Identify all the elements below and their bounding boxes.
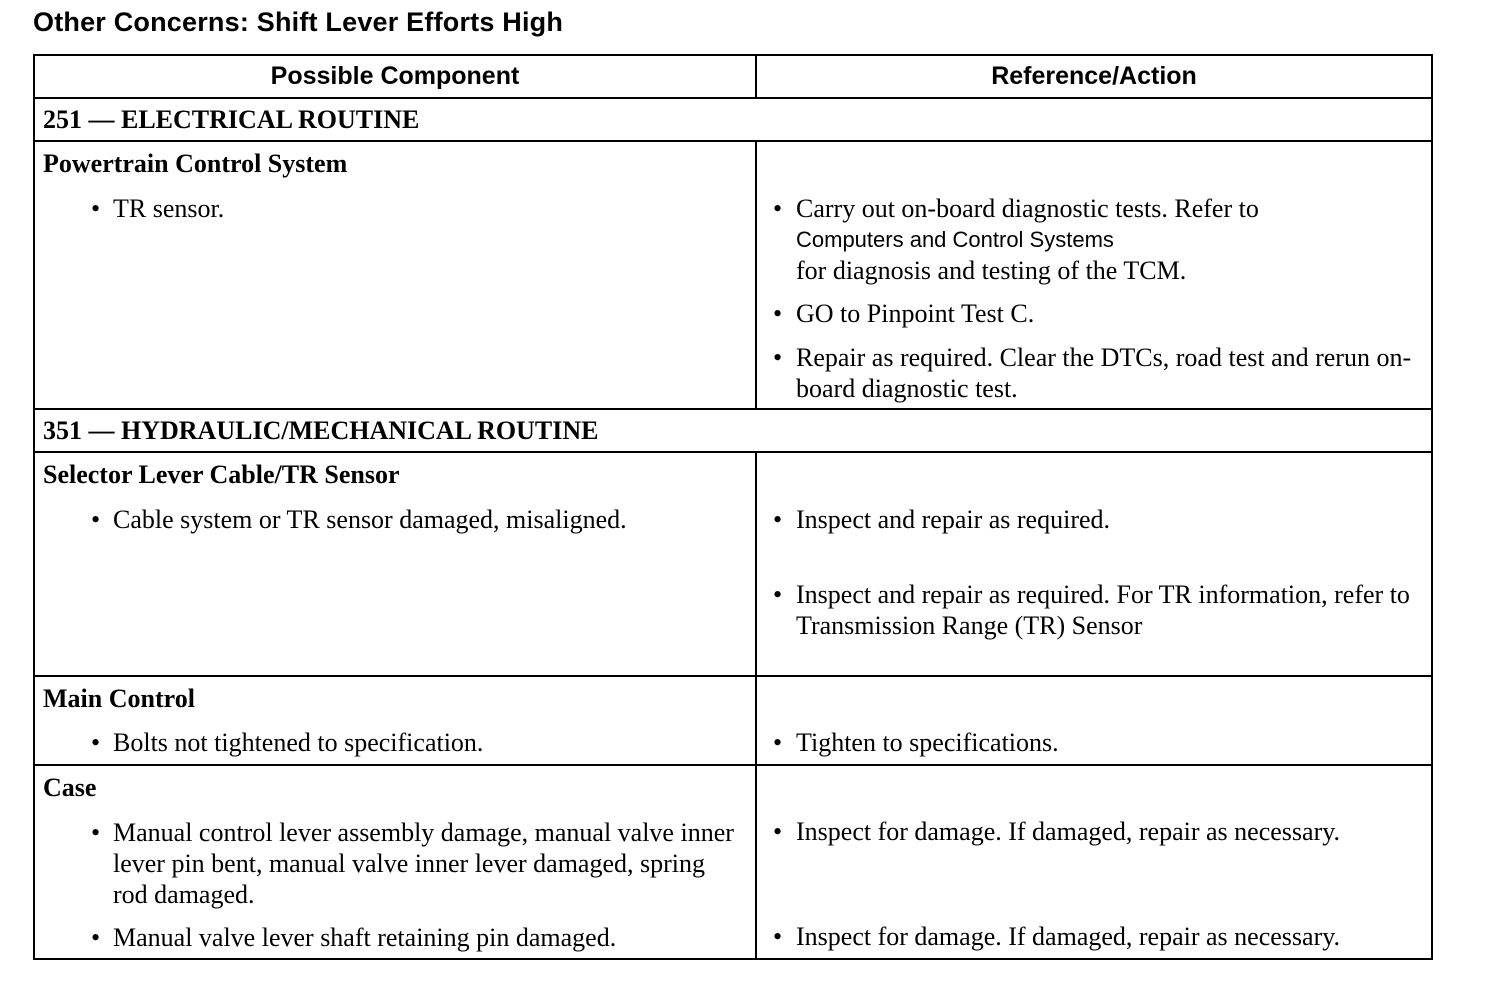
action-text: Inspect for damage. If damaged, repair as necessary. (796, 922, 1341, 951)
page-title: Other Concerns: Shift Lever Efforts High (33, 7, 564, 37)
component-item: • Bolts not tightened to specification. (91, 728, 484, 757)
bullet-icon: • (773, 922, 783, 951)
bullet-icon: • (773, 817, 783, 846)
action-cell (756, 676, 1432, 765)
action-text: for diagnosis and testing of the TCM. (796, 256, 1187, 285)
action-text: Inspect for damage. If damaged, repair as necessary. (796, 817, 1341, 846)
section-heading: 251 — ELECTRICAL ROUTINE (34, 98, 1432, 141)
bullet-icon: • (773, 299, 783, 328)
bullet-icon: • (91, 728, 101, 757)
action-item (773, 193, 1417, 286)
column-header-action: Reference/Action (756, 55, 1432, 98)
action-text: Inspect and repair as required. For TR information, refer to Transmission Range (TR) Sensor (796, 580, 1410, 640)
component-name: Powertrain Control System (43, 149, 348, 178)
table-header-row (34, 55, 1432, 98)
component-cell (34, 765, 756, 959)
action-text: Carry out on-board diagnostic tests. Refer to (796, 194, 1259, 223)
component-item: • Manual control lever assembly damage, manual valve inner lever pin bent, manual valve inner lever damaged, spring rod damaged. (91, 818, 734, 909)
bullet-icon: • (773, 580, 783, 609)
bullet-icon: • (773, 194, 783, 223)
section-heading: 351 — HYDRAULIC/MECHANICAL ROUTINE (34, 409, 1432, 452)
table-row (34, 676, 1432, 765)
bullet-icon: • (91, 923, 101, 952)
action-text: Inspect and repair as required. (796, 505, 1111, 534)
component-item: • Manual valve lever shaft retaining pin damaged. (91, 923, 617, 952)
component-name: Selector Lever Cable/TR Sensor (43, 460, 400, 489)
bullet-icon: • (91, 505, 101, 534)
action-item (773, 504, 1417, 535)
component-name: Case (43, 773, 97, 802)
action-cell (756, 765, 1432, 959)
table-row (34, 452, 1432, 676)
diagnosis-table (33, 54, 1433, 960)
action-cell (756, 452, 1432, 676)
column-header-component: Possible Component (34, 55, 756, 98)
reference-link[interactable]: Computers and Control Systems (796, 227, 1114, 252)
action-text: GO to Pinpoint Test C. (796, 299, 1035, 328)
action-text: Repair as required. Clear the DTCs, road test and rerun on-board diagnostic test. (796, 343, 1412, 403)
section-row-electrical (34, 98, 1432, 141)
table-row (34, 765, 1432, 959)
component-cell (34, 452, 756, 676)
bullet-icon: • (91, 818, 101, 847)
action-item (773, 816, 1417, 847)
component-item: • TR sensor. (91, 194, 225, 223)
section-row-hydraulic (34, 409, 1432, 452)
action-cell (756, 141, 1432, 409)
component-item: • Cable system or TR sensor damaged, misaligned. (91, 505, 627, 534)
table-row (34, 141, 1432, 409)
bullet-icon: • (773, 343, 783, 372)
bullet-icon: • (91, 194, 101, 223)
action-item (773, 298, 1417, 329)
action-item (773, 579, 1417, 641)
action-item (773, 342, 1417, 404)
action-item (773, 727, 1417, 758)
bullet-icon: • (773, 728, 783, 757)
bullet-icon: • (773, 505, 783, 534)
component-name: Main Control (43, 684, 195, 713)
action-item (773, 921, 1417, 952)
component-cell (34, 141, 756, 409)
action-text: Tighten to specifications. (796, 728, 1059, 757)
component-cell (34, 676, 756, 765)
